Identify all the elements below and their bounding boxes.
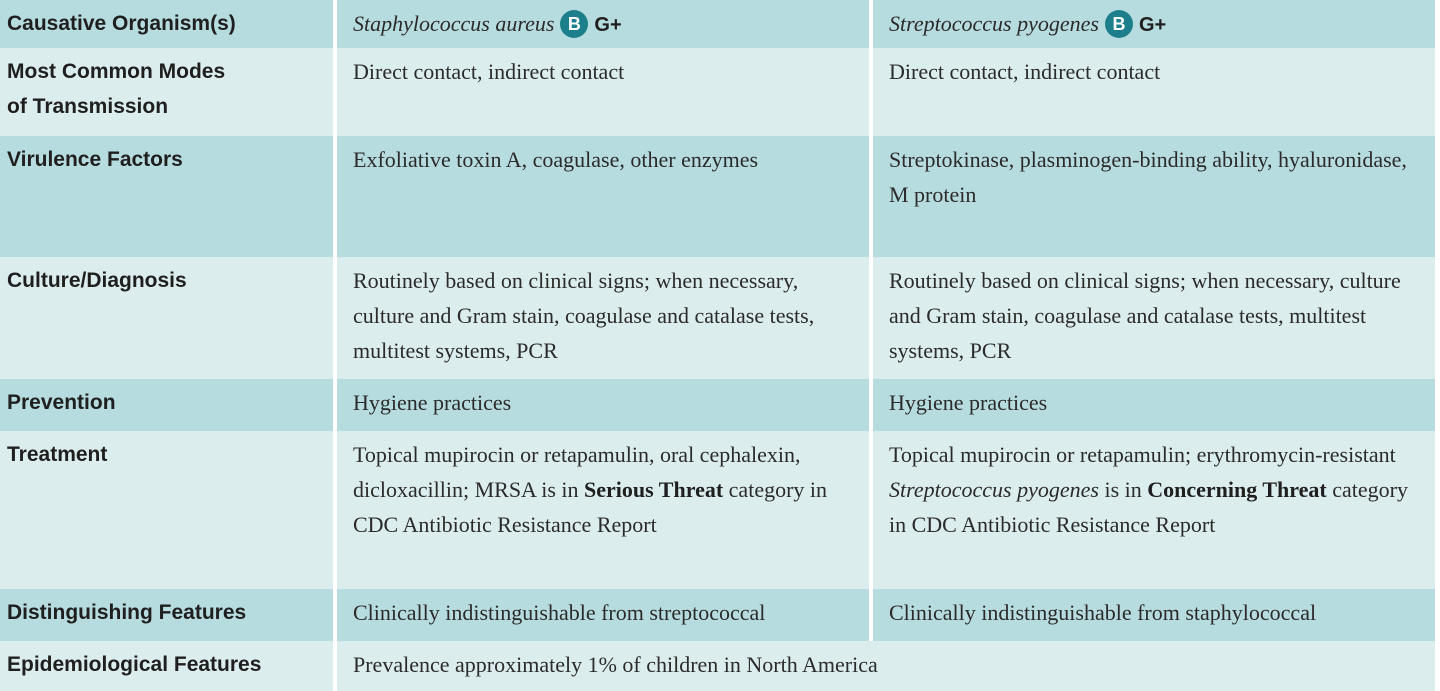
row-label-treatment: Treatment [0, 431, 333, 589]
treatment-text-end: category in CDC Antibiotic Resistance Report [353, 477, 828, 537]
cell-strep-transmission: Direct contact, indirect contact [873, 48, 1435, 136]
cell-strep-virulence: Streptokinase, plasminogen-binding ability, hyaluronidase, M protein [873, 136, 1435, 257]
cell-staph-culture: Routinely based on clinical signs; when necessary, culture and Gram stain, coagulase and catalase tests, multitest systems, PCR [337, 257, 869, 379]
cell-strep-treatment [873, 431, 1435, 589]
label-line-1: Most Common Modes [7, 60, 226, 83]
cell-staph-virulence: Exfoliative toxin A, coagulase, other enzymes [337, 136, 869, 257]
treatment-text: Topical mupirocin or retapamulin; erythromycin-resistant [889, 442, 1396, 467]
row-label-organism: Causative Organism(s) [0, 0, 333, 48]
cell-staph-prevention: Hygiene practices [337, 379, 869, 431]
gram-positive-label: G+ [594, 14, 622, 36]
treatment-text: Topical mupirocin or retapamulin, oral cephalexin, dicloxacillin; MRSA is in [353, 442, 801, 502]
row-label-prevention: Prevention [0, 379, 333, 431]
treatment-text-end: category in CDC Antibiotic Resistance Report [889, 477, 1408, 537]
cell-staph-transmission: Direct contact, indirect contact [337, 48, 869, 136]
staph-name: Staphylococcus aureus [353, 11, 555, 36]
row-label-culture: Culture/Diagnosis [0, 257, 333, 379]
treatment-text-middle: is in [1098, 477, 1148, 502]
cell-staph-organism [337, 0, 869, 48]
cell-strep-organism [873, 0, 1435, 48]
strep-name: Streptococcus pyogenes [889, 11, 1099, 36]
cell-strep-prevention: Hygiene practices [873, 379, 1435, 431]
cell-staph-distinguishing: Clinically indistinguishable from streptococcal [337, 589, 869, 641]
row-label-transmission [0, 48, 333, 136]
cell-strep-distinguishing: Clinically indistinguishable from staphylococcal [873, 589, 1435, 641]
bacteria-badge-icon: B [1105, 10, 1133, 38]
threat-level: Serious Threat [584, 477, 724, 502]
row-label-epidemiological: Epidemiological Features [0, 641, 333, 691]
cell-strep-culture: Routinely based on clinical signs; when necessary, culture and Gram stain, coagulase and catalase tests, multitest systems, PCR [873, 257, 1435, 379]
gram-positive-label: G+ [1138, 14, 1167, 36]
cell-epidemiological: Prevalence approximately 1% of children in North America [337, 641, 1435, 691]
cell-staph-treatment [337, 431, 869, 589]
row-label-virulence: Virulence Factors [0, 136, 333, 257]
organism-name: Streptococcus pyogenes [889, 477, 1099, 502]
label-line-2: of Transmission [7, 95, 169, 118]
threat-level: Concerning Threat [1147, 477, 1327, 502]
bacteria-badge-icon: B [560, 10, 588, 38]
row-label-distinguishing: Distinguishing Features [0, 589, 333, 641]
